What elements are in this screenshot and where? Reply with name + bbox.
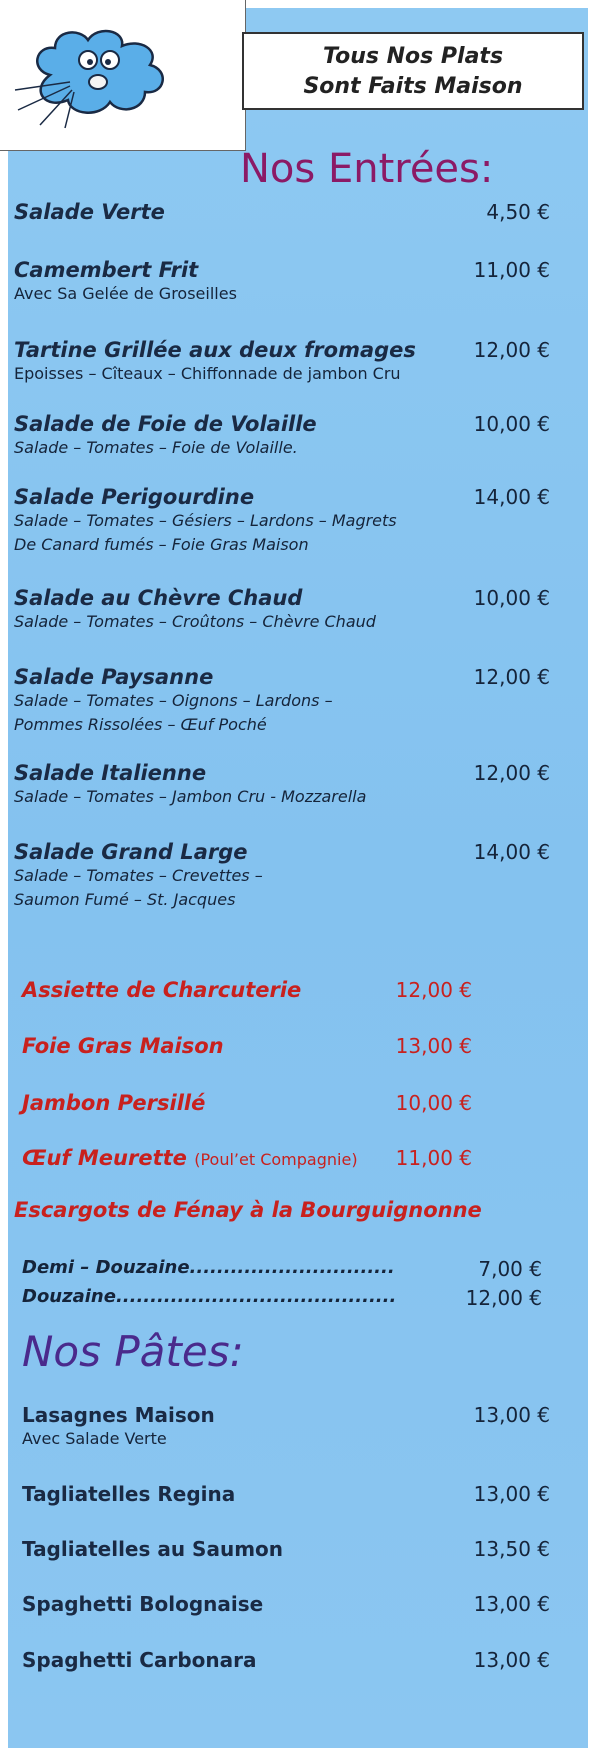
special-item [22,1091,562,1115]
menu-item [14,761,554,809]
escargots-label-demi: Demi – Douzaine.............................. [22,1257,395,1278]
menu-item [14,840,554,912]
cloud-mascot-icon [10,20,190,130]
dish-price: 10,00 € [473,412,550,436]
dish-name [22,1091,205,1115]
dish-note: (Poul’et Compagnie) [194,1150,358,1169]
escargots-title-item [14,1198,554,1222]
dish-name: Salade Paysanne [14,665,214,689]
pates-title: Nos Pâtes: [22,1327,244,1376]
dish-description: De Canard fumés – Foie Gras Maison [14,535,309,554]
dish-price: 4,50 € [486,200,550,224]
dish-price: 12,00 € [473,761,550,785]
dish-name: Salade Italienne [14,761,207,785]
dish-name-text: Foie Gras Maison [22,1034,224,1058]
dish-description: Salade – Tomates – Foie de Volaille. [14,438,298,457]
dish-description: Epoisses – Cîteaux – Chiffonnade de jambon Cru [14,364,401,383]
dish-name: Tagliatelles au Saumon [22,1537,284,1561]
menu-item [22,1537,554,1561]
homemade-banner [242,32,584,110]
dish-price: 13,50 € [473,1537,550,1561]
dish-description: Salade – Tomates – Crevettes – [14,866,263,885]
dish-name-text: Jambon Persillé [22,1091,206,1115]
special-item [22,978,562,1002]
banner-line-1: Tous Nos Plats [322,44,504,69]
banner-line-2: Sont Faits Maison [303,74,523,99]
dish-price: 10,00 € [395,1091,472,1115]
dish-name: Spaghetti Carbonara [22,1648,257,1672]
dish-description: Salade – Tomates – Croûtons – Chèvre Chaud [14,612,376,631]
dish-description: Avec Salade Verte [22,1429,167,1448]
dish-description: Avec Sa Gelée de Groseilles [14,284,237,303]
dish-name: Salade Grand Large [14,840,248,864]
dish-description: Salade – Tomates – Jambon Cru - Mozzarella [14,787,367,806]
dish-price: 14,00 € [473,840,550,864]
dish-name [22,1146,358,1170]
logo-corner [0,0,246,151]
menu-item [14,485,554,557]
menu-item [14,412,554,460]
dish-price: 14,00 € [473,485,550,509]
dish-price: 11,00 € [473,258,550,282]
dish-name: Salade Perigourdine [14,485,255,509]
dish-price: 11,00 € [395,1146,472,1170]
escargots-price-douzaine: 12,00 € [465,1286,542,1310]
dish-name: Tagliatelles Regina [22,1482,236,1506]
escargots-line-demi [22,1257,542,1281]
dish-name [22,1034,224,1058]
dish-description: Salade – Tomates – Oignons – Lardons – [14,691,333,710]
escargots-price-demi: 7,00 € [478,1257,542,1281]
entrees-title: Nos Entrées: [240,146,494,192]
dish-name: Camembert Frit [14,258,199,282]
dish-name-text: Œuf Meurette [22,1146,187,1170]
dish-name: Salade au Chèvre Chaud [14,586,303,610]
dish-description: Saumon Fumé – St. Jacques [14,890,236,909]
dish-name: Salade de Foie de Volaille [14,412,317,436]
special-item [22,1034,562,1058]
dish-price: 12,00 € [473,338,550,362]
dish-price: 13,00 € [473,1482,550,1506]
menu-item [14,586,554,634]
dish-description: Salade – Tomates – Gésiers – Lardons – Magrets [14,511,397,530]
dish-name [22,978,301,1002]
menu-item [22,1482,554,1506]
dish-price: 12,00 € [473,665,550,689]
dish-name: Salade Verte [14,200,165,224]
menu-item [14,338,554,386]
dish-name: Lasagnes Maison [22,1403,215,1427]
dish-name-text: Assiette de Charcuterie [22,978,302,1002]
special-item [22,1146,562,1170]
dish-price: 13,00 € [395,1034,472,1058]
menu-item [14,665,554,737]
escargots-label-douzaine: Douzaine......................................... [22,1286,397,1307]
dish-price: 13,00 € [473,1403,550,1427]
dish-name: Spaghetti Bolognaise [22,1592,264,1616]
menu-item [14,200,554,224]
menu-item [22,1648,554,1672]
menu-item [14,258,554,306]
dish-price: 13,00 € [473,1648,550,1672]
escargots-line-douzaine [22,1286,542,1310]
menu-item [22,1403,554,1451]
dish-price: 13,00 € [473,1592,550,1616]
menu-item [22,1592,554,1616]
dish-price: 10,00 € [473,586,550,610]
dish-description: Pommes Rissolées – Œuf Poché [14,715,267,734]
escargots-title: Escargots de Fénay à la Bourguignonne [14,1198,482,1222]
dish-price: 12,00 € [395,978,472,1002]
dish-name: Tartine Grillée aux deux fromages [14,338,416,362]
